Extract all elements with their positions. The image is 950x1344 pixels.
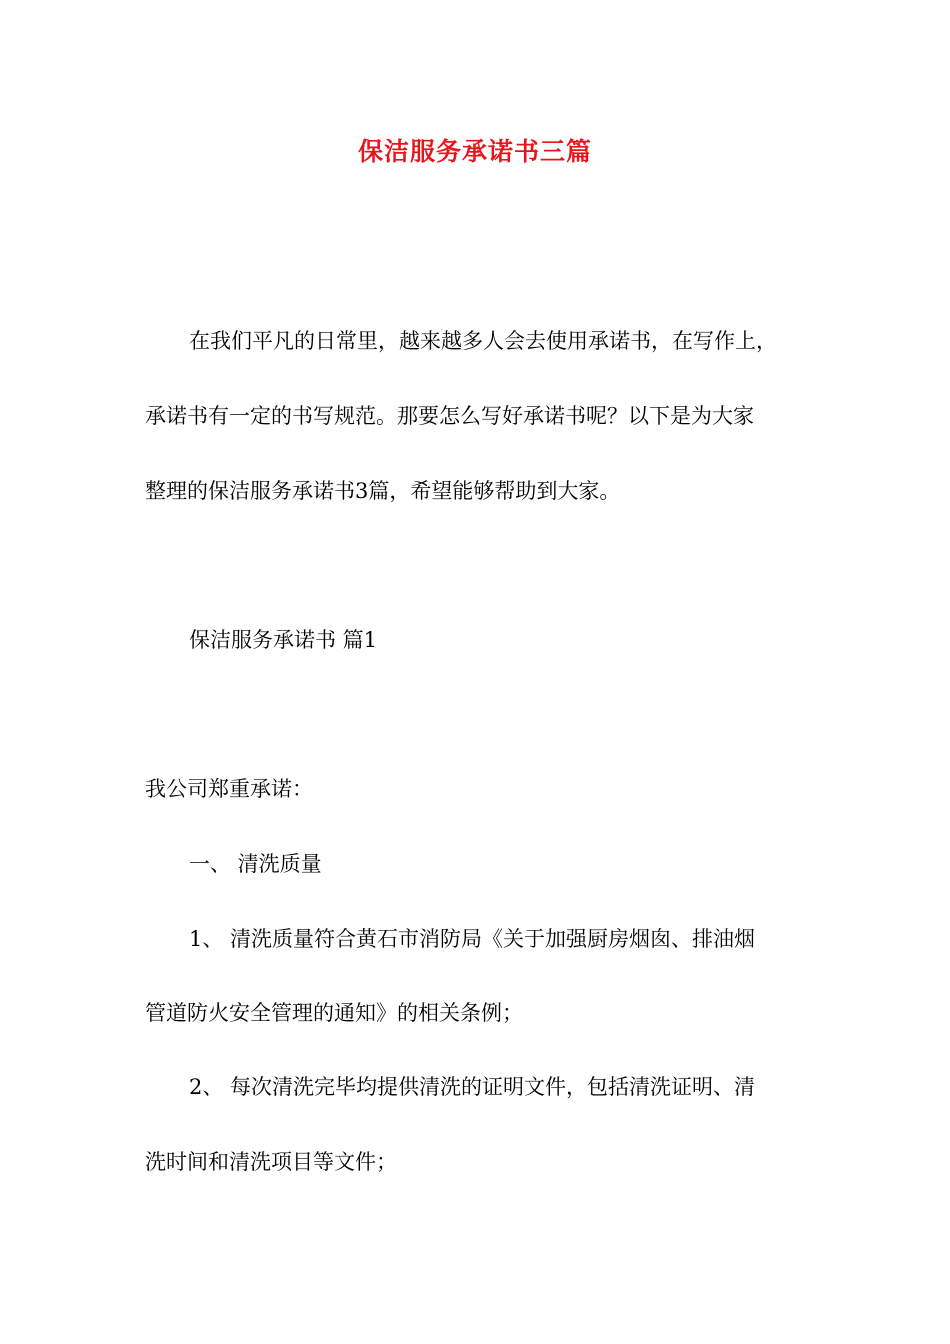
intro-line-2: 承诺书有一定的书写规范。那要怎么写好承诺书呢？以下是为大家 bbox=[145, 404, 754, 428]
document-title: 保洁服务承诺书三篇 bbox=[357, 137, 592, 166]
subheading-cleaning-quality: 一、 清洗质量 bbox=[189, 852, 322, 876]
intro-line-1: 在我们平凡的日常里，越来越多人会去使用承诺书，在写作上， bbox=[189, 329, 777, 353]
intro-line-3: 整理的保洁服务承诺书3篇，希望能够帮助到大家。 bbox=[145, 479, 621, 503]
section-heading: 保洁服务承诺书 篇1 bbox=[189, 628, 378, 652]
commitment-lead: 我公司郑重承诺： bbox=[145, 777, 313, 801]
item-1-line-2: 管道防火安全管理的通知》的相关条例； bbox=[145, 1001, 523, 1025]
item-1-line-1: 1、 清洗质量符合黄石市消防局《关于加强厨房烟囱、排油烟 bbox=[189, 927, 756, 951]
item-2-line-1: 2、 每次清洗完毕均提供清洗的证明文件，包括清洗证明、清 bbox=[189, 1075, 756, 1099]
item-2-line-2: 洗时间和清洗项目等文件； bbox=[145, 1150, 397, 1174]
